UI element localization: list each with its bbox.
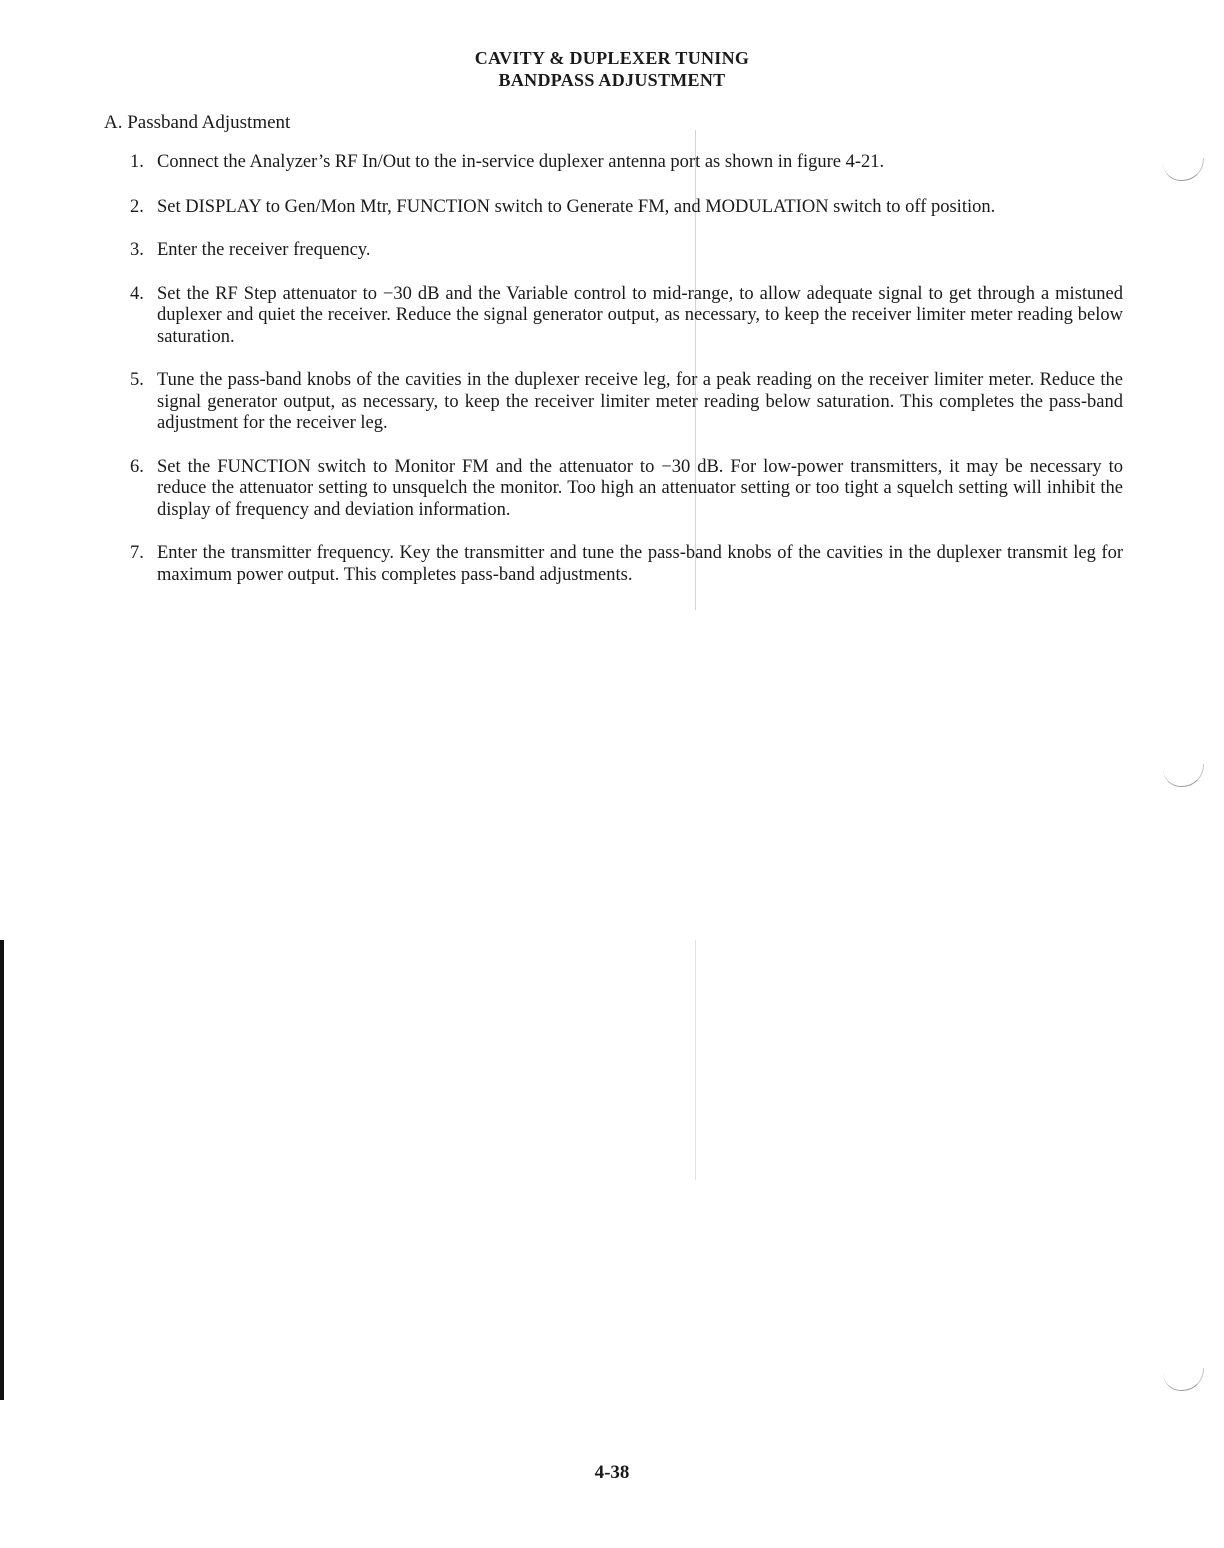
step-number: 3.	[130, 240, 144, 260]
step-number: 1.	[130, 152, 144, 172]
page-title-line-1: CAVITY & DUPLEXER TUNING	[474, 48, 750, 68]
list-item	[130, 283, 1123, 349]
step-text: Enter the transmitter frequency. Key the transmitter and tune the pass-band knobs of the cavities in the duplexer transmit leg for maximum power output. This completes pass-band adjustments.	[157, 543, 1123, 585]
step-number: 6.	[130, 456, 144, 477]
page-number: 4-38	[594, 1462, 630, 1483]
section-heading: A. Passband Adjustment	[104, 112, 291, 133]
step-text: Set the FUNCTION switch to Monitor FM and the attenuator to −30 dB. For low-power transmitters, it may be necessary to reduce the attenuator setting to unsquelch the monitor. Too high an attenuator setting or too tight a squelch setting will inhibit the display of frequency and deviation information.	[157, 456, 1123, 520]
step-text: Set DISPLAY to Gen/Mon Mtr, FUNCTION switch to Generate FM, and MODULATION switch to off position.	[157, 196, 996, 217]
step-text: Tune the pass-band knobs of the cavities in the duplexer receive leg, for a peak reading on the receiver limiter meter. Reduce the signal generator output, as necessary, to keep the receiver limiter meter reading below saturation. This completes the pass-band adjustment for the receiver leg.	[157, 370, 1123, 433]
step-number: 2.	[130, 196, 144, 217]
step-list	[130, 152, 1123, 586]
punch-hole-mark	[1163, 158, 1204, 181]
step-text: Enter the receiver frequency.	[157, 240, 371, 260]
step-number: 7.	[130, 543, 144, 563]
list-item	[130, 196, 1123, 219]
list-item	[130, 456, 1123, 522]
step-text: Connect the Analyzer’s RF In/Out to the in-service duplexer antenna port as shown in figure 4-21.	[157, 152, 885, 172]
step-number: 5.	[130, 370, 144, 390]
step-number: 4.	[130, 283, 144, 304]
page-title-line-2: BANDPASS ADJUSTMENT	[498, 70, 726, 90]
scan-edge-bar	[0, 940, 4, 1400]
list-item	[130, 152, 1123, 174]
list-item	[130, 240, 1123, 262]
punch-hole-mark	[1163, 1368, 1204, 1391]
list-item	[130, 543, 1123, 586]
step-text: Set the RF Step attenuator to −30 dB and the Variable control to mid-range, to allow adequate signal to get through a mistuned duplexer and quiet the receiver. Reduce the signal generator output, as necessary, to keep the receiver limiter meter reading below saturation.	[157, 283, 1123, 347]
scan-fold-line-lower	[695, 940, 696, 1180]
punch-hole-mark	[1163, 764, 1204, 787]
list-item	[130, 370, 1123, 435]
